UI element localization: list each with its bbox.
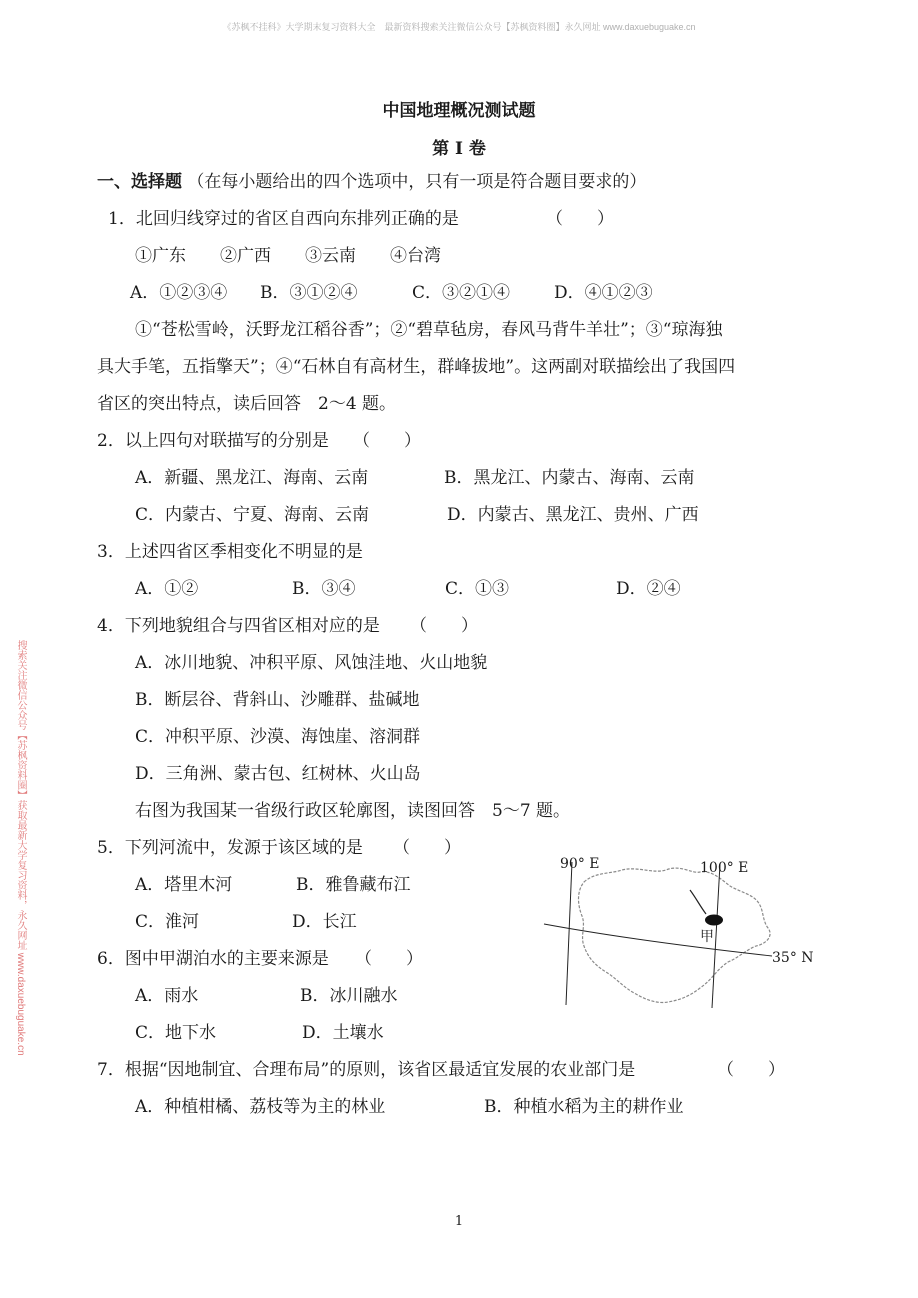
passage1-line1: ①“苍松雪岭，沃野龙江稻谷香”；②“碧草毡房，春风马背牛羊壮”；③“琼海独	[135, 320, 723, 340]
q4-stem: 4．下列地貌组合与四省区相对应的是	[97, 616, 380, 636]
q2-option-c: C．内蒙古、宁夏、海南、云南	[135, 505, 370, 525]
passage1-line3: 省区的突出特点，读后回答 2～4 题。	[97, 394, 397, 414]
q5-option-a: A．塔里木河	[135, 875, 233, 895]
volume-title: 第 I 卷	[432, 139, 486, 159]
q2-bracket: （ ）	[353, 431, 421, 451]
meridian-90e	[566, 862, 572, 1005]
lon-label-90e: 90° E	[560, 856, 600, 872]
passage2: 右图为我国某一省级行政区轮廓图，读图回答 5～7 题。	[135, 801, 571, 821]
q6-option-a: A．雨水	[135, 986, 199, 1006]
province-outline-map	[540, 850, 830, 1015]
q3-option-b: B．③④	[292, 579, 356, 599]
q2-option-b: B．黑龙江、内蒙古、海南、云南	[444, 468, 695, 488]
q4-option-c: C．冲积平原、沙漠、海蚀崖、溶洞群	[135, 727, 421, 747]
province-map-drawing	[540, 850, 830, 1015]
q6-option-c: C．地下水	[135, 1023, 217, 1043]
lake-label: 甲	[700, 929, 714, 945]
q6-option-d: D．土壤水	[302, 1023, 384, 1043]
q5-option-b: B．雅鲁藏布江	[296, 875, 411, 895]
q5-stem: 5．下列河流中，发源于该区域的是	[97, 838, 363, 858]
q1-option-a: A．①②③④	[130, 283, 228, 303]
q1-option-c: C．③②①④	[412, 283, 511, 303]
q1-bracket: （ ）	[546, 209, 614, 229]
q6-stem: 6．图中甲湖泊水的主要来源是	[97, 949, 329, 969]
parallel-35n	[544, 924, 772, 956]
q6-option-b: B．冰川融水	[300, 986, 398, 1006]
q1-option-d: D．④①②③	[554, 283, 653, 303]
lon-label-100e: 100° E	[700, 860, 749, 876]
passage1-line2: 具大手笔，五指擎天”；④“石林自有高材生，群峰拔地”。这两副对联描绘出了我国四	[97, 357, 736, 377]
q1-stem: 1．北回归线穿过的省区自西向东排列正确的是	[108, 209, 459, 229]
side-watermark: 搜索关注微信公众号【苏枫资料圈】获取最新大学复习资料，永久网址 www.daxuebuguake.cn	[15, 640, 26, 1056]
q7-option-a: A．种植柑橘、荔枝等为主的林业	[135, 1097, 386, 1117]
q3-option-a: A．①②	[135, 579, 199, 599]
q3-option-d: D．②④	[616, 579, 681, 599]
section-label: 一、选择题	[97, 172, 182, 192]
section-heading	[97, 171, 646, 193]
page-title: 中国地理概况测试题	[382, 101, 536, 121]
q4-option-d: D．三角洲、蒙古包、红树林、火山岛	[135, 764, 421, 784]
section-note: （在每小题给出的四个选项中，只有一项是符合题目要求的）	[187, 172, 647, 192]
q2-stem: 2．以上四句对联描写的分别是	[97, 431, 329, 451]
page-number: 1	[454, 1214, 464, 1229]
q2-option-a: A．新疆、黑龙江、海南、云南	[135, 468, 369, 488]
lat-label-35n: 35° N	[772, 950, 814, 966]
q7-option-b: B．种植水稻为主的耕作业	[484, 1097, 684, 1117]
q4-bracket: （ ）	[410, 616, 478, 636]
q3-option-c: C．①③	[445, 579, 510, 599]
q7-stem: 7．根据“因地制宜、合理布局”的原则，该省区最适宜发展的农业部门是	[97, 1060, 636, 1080]
lake-jia	[705, 915, 723, 926]
q6-bracket: （ ）	[355, 949, 423, 969]
q5-bracket: （ ）	[393, 838, 461, 858]
river-line	[690, 890, 706, 914]
q5-option-c: C．淮河	[135, 912, 200, 932]
q1-option-b: B．③①②④	[260, 283, 358, 303]
q4-option-b: B．断层谷、背斜山、沙雕群、盐碱地	[135, 690, 420, 710]
q5-option-d: D．长江	[292, 912, 357, 932]
province-outline	[579, 868, 771, 1002]
page-header-watermark: 《苏枫不挂科》大学期末复习资料大全 最新资料搜索关注微信公众号【苏枫资料圈】永久网址 www.daxuebuguake.cn	[222, 22, 696, 32]
q3-stem: 3．上述四省区季相变化不明显的是	[97, 542, 363, 562]
q1-items: ①广东 ②广西 ③云南 ④台湾	[135, 246, 441, 266]
q2-option-d: D．内蒙古、黑龙江、贵州、广西	[447, 505, 699, 525]
q4-option-a: A．冰川地貌、冲积平原、风蚀洼地、火山地貌	[135, 653, 488, 673]
q7-bracket: （ ）	[717, 1060, 785, 1080]
